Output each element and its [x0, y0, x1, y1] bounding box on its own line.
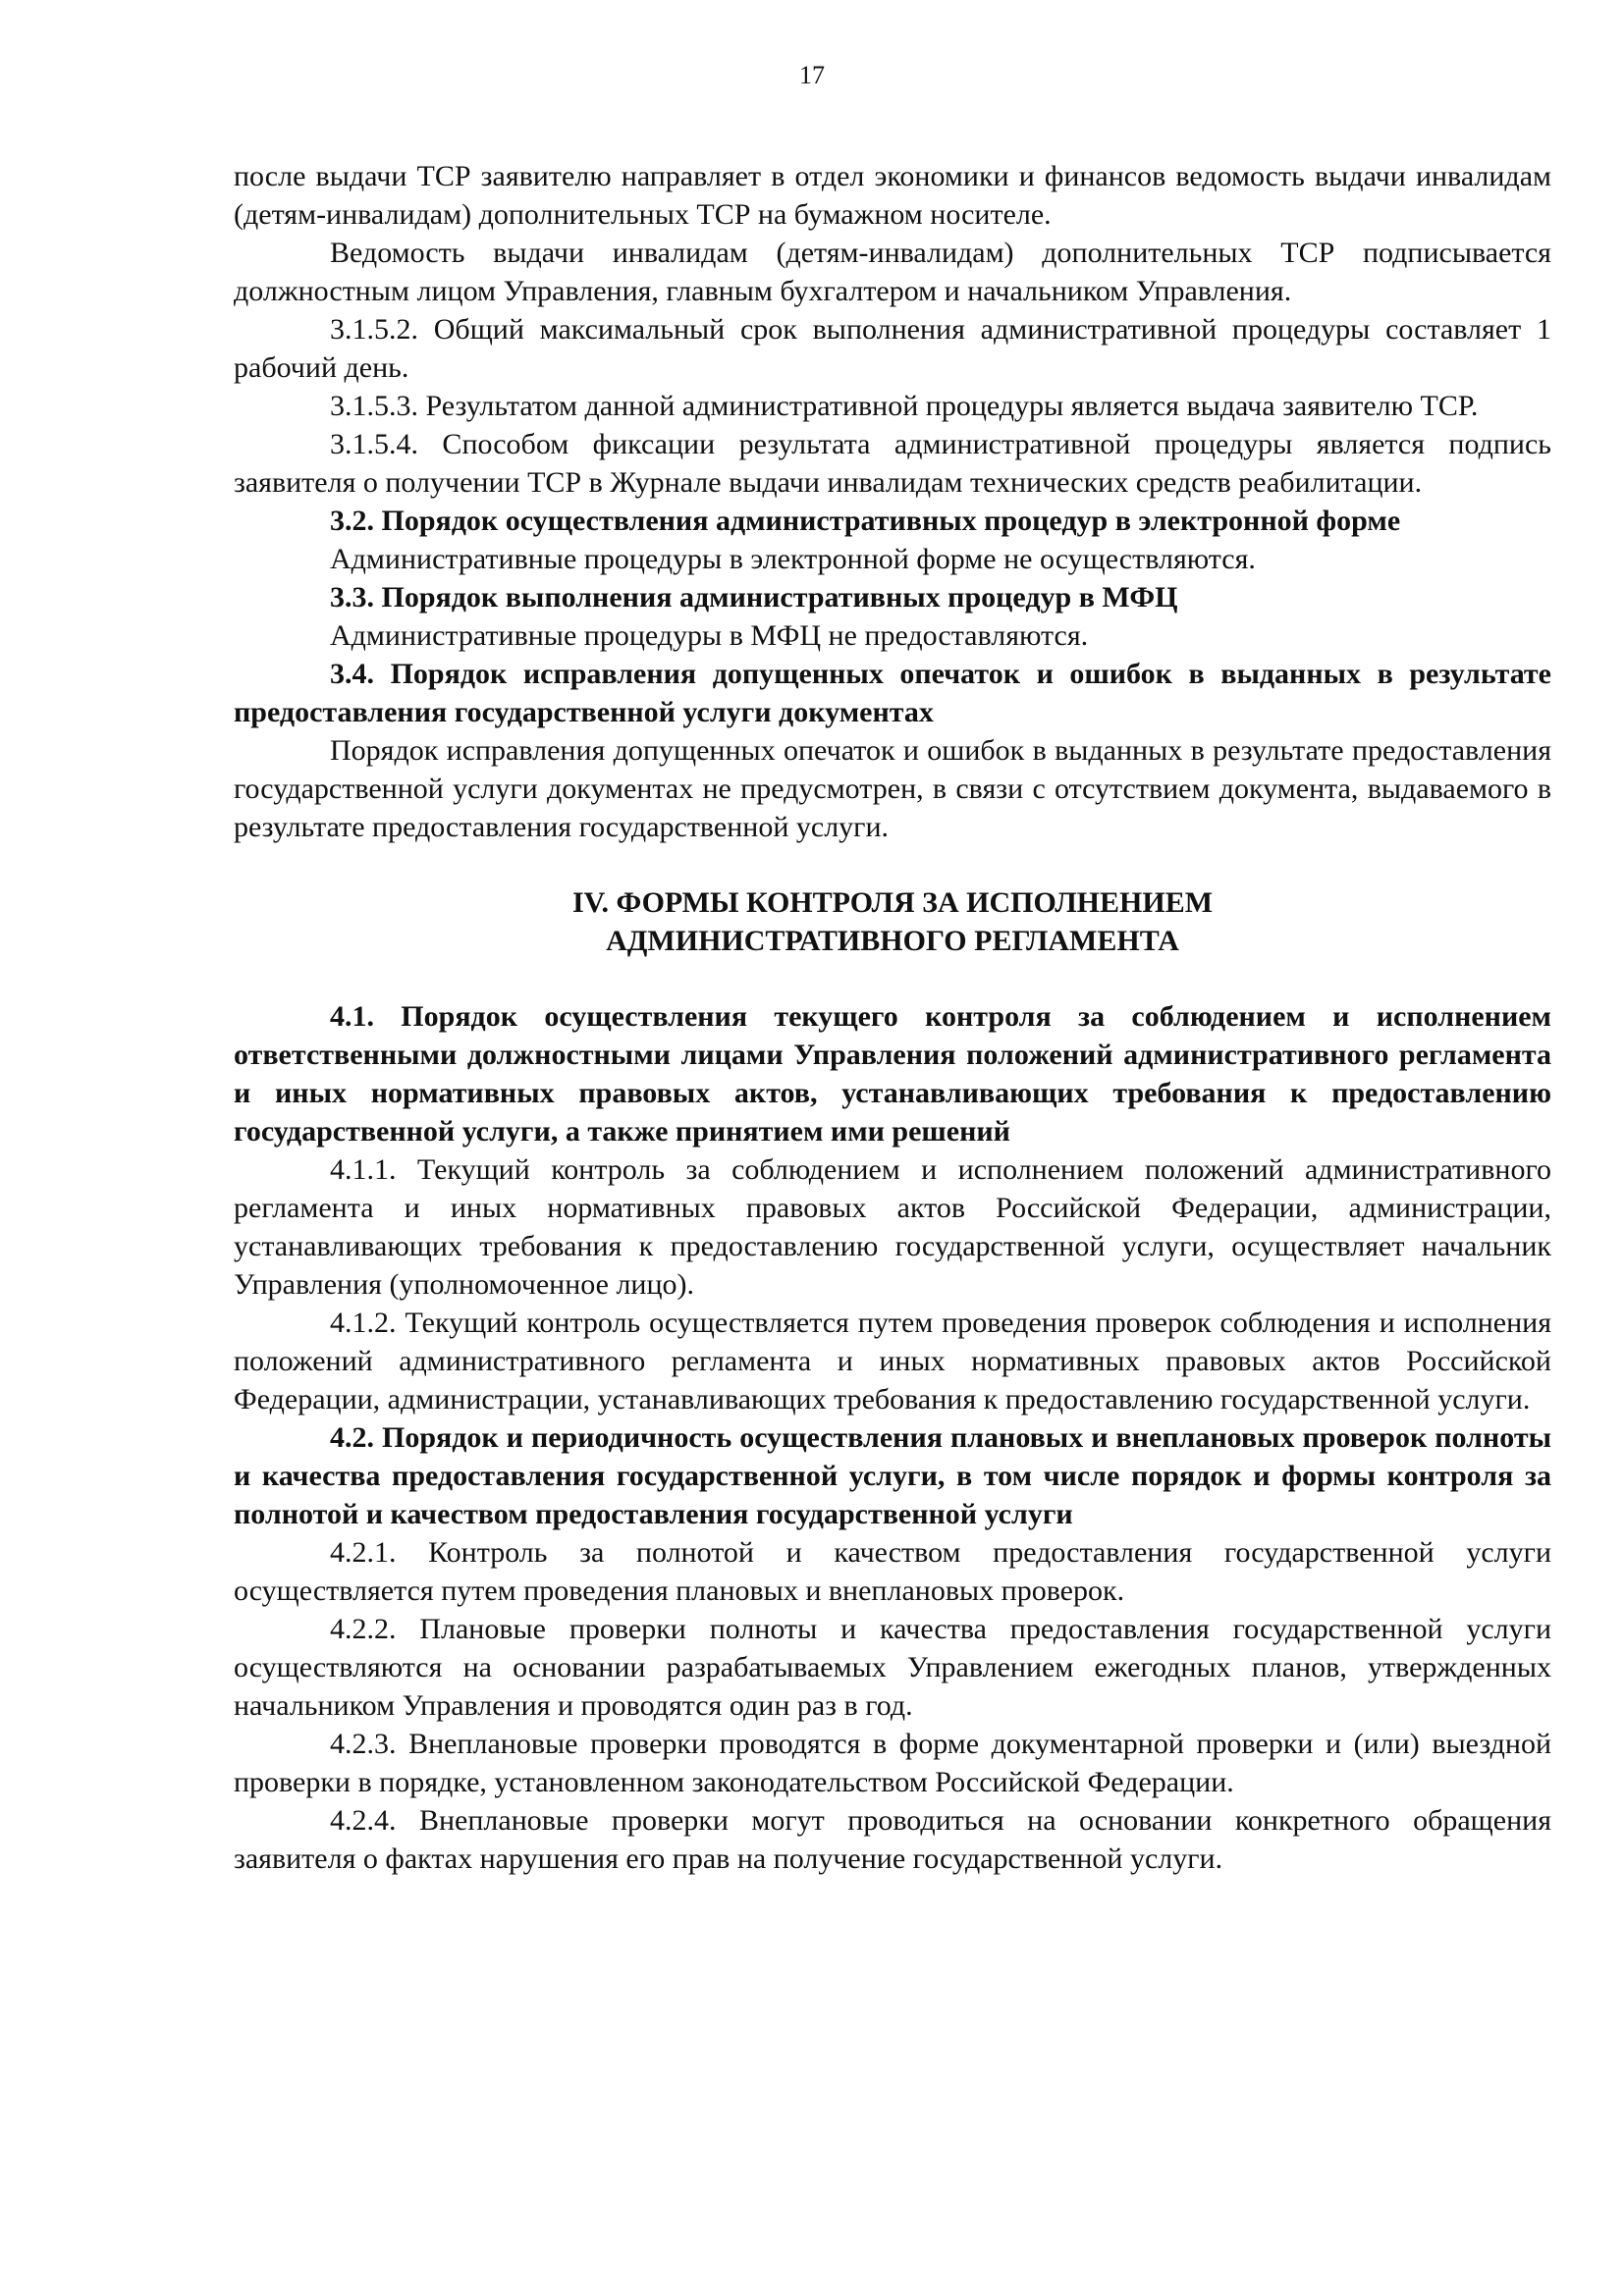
heading-4-2: 4.2. Порядок и периодичность осуществления плановых и внеплановых проверок полноты и качества предоставления государственной услуги, в том числе порядок и формы контроля за полнотой и качеством предоставления государственной услуги [234, 1421, 1551, 1530]
page-number: 17 [799, 61, 825, 89]
paragraph-4-2-4: 4.2.4. Внеплановые проверки могут проводиться на основании конкретного обращения заявителя о фактах нарушения его прав на получение государственной услуги. [234, 1804, 1551, 1875]
document-body [234, 157, 1551, 1878]
paragraph-3-1-5-3: 3.1.5.3. Результатом данной административной процедуры является выдача заявителю ТСР. [330, 390, 1479, 422]
paragraph-3-3-body: Административные процедуры в МФЦ не предоставляются. [330, 619, 1089, 652]
section-title [234, 883, 1551, 960]
section-title-line-2: АДМИНИСТРАТИВНОГО РЕГЛАМЕНТА [606, 925, 1179, 957]
paragraph-3-2-body: Административные процедуры в электронной форме не осуществляются. [330, 543, 1256, 575]
paragraph-3-1-5-2: 3.1.5.2. Общий максимальный срок выполнения административной процедуры составляет 1 рабочий день. [234, 313, 1551, 384]
paragraph-4-2-2: 4.2.2. Плановые проверки полноты и качества предоставления государственной услуги осуществляются на основании разрабатываемых Управлением ежегодных планов, утвержденных начальником Управления и проводятся один раз в год. [234, 1613, 1551, 1722]
paragraph-4-2-1: 4.2.1. Контроль за полнотой и качеством предоставления государственной услуги осуществляется путем проведения плановых и внеплановых проверок. [234, 1536, 1551, 1607]
paragraph-4-2-3: 4.2.3. Внеплановые проверки проводятся в форме документарной проверки и (или) выездной проверки в порядке, установленном законодательством Российской Федерации. [234, 1728, 1551, 1798]
paragraph-4-1-1: 4.1.1. Текущий контроль за соблюдением и исполнением положений административного регламента и иных нормативных правовых актов Российской Федерации, администрации, устанавливающих требования к предоставлению государственной услуги, осуществляет начальник Управления (уполномоченное лицо). [234, 1153, 1551, 1301]
heading-3-2: 3.2. Порядок осуществления административных процедур в электронной форме [330, 505, 1401, 537]
heading-3-3: 3.3. Порядок выполнения административных процедур в МФЦ [330, 581, 1178, 614]
paragraph-4-1-2: 4.1.2. Текущий контроль осуществляется путем проведения проверок соблюдения и исполнения положений административного регламента и иных нормативных правовых актов Российской Федерации, администрации, устанавливающих требования к предоставлению государственной услуги. [234, 1307, 1551, 1415]
paragraph-3-4-body: Порядок исправления допущенных опечаток и ошибок в выданных в результате предоставления государственной услуги документах не предусмотрен, в связи с отсутствием документа, выдаваемого в результате предоставления государственной услуги. [234, 734, 1551, 843]
section-title-line-1: IV. ФОРМЫ КОНТРОЛЯ ЗА ИСПОЛНЕНИЕМ [571, 886, 1214, 919]
heading-3-4: 3.4. Порядок исправления допущенных опечаток и ошибок в выданных в результате предоставления государственной услуги документах [234, 658, 1551, 728]
paragraph-3-1-5-4: 3.1.5.4. Способом фиксации результата административной процедуры является подпись заявителя о получении ТСР в Журнале выдачи инвалидам технических средств реабилитации. [234, 428, 1551, 499]
heading-4-1: 4.1. Порядок осуществления текущего контроля за соблюдением и исполнением ответственными должностными лицами Управления положений административного регламента и иных нормативных правовых актов, устанавливающих требования к предоставлению государственной услуги, а также принятием ими решений [234, 1000, 1551, 1148]
paragraph-continuation: после выдачи ТСР заявителю направляет в отдел экономики и финансов ведомость выдачи инвалидам (детям-инвалидам) дополнительных ТСР на бумажном носителе. [234, 160, 1551, 231]
paragraph-statement-signing: Ведомость выдачи инвалидам (детям-инвалидам) дополнительных ТСР подписывается должностным лицом Управления, главным бухгалтером и начальником Управления. [234, 237, 1551, 307]
